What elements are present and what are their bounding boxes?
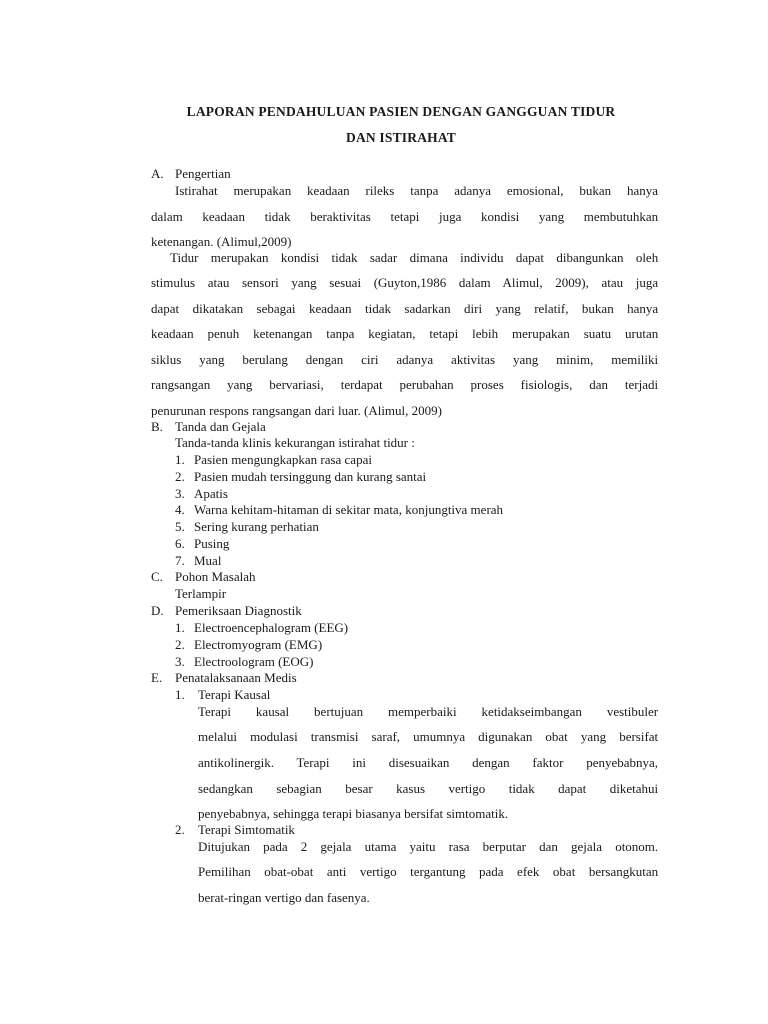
section-b-marker: B. xyxy=(151,419,163,434)
subsection-number: 1. xyxy=(175,687,185,702)
paragraph-line: stimulus atau sensori yang sesuai (Guyton,1986 dalam Alimul, 2009), atau juga xyxy=(151,275,658,290)
section-e-marker: E. xyxy=(151,670,163,685)
subsection-heading: Terapi Kausal xyxy=(198,687,271,702)
list-item-number: 1. xyxy=(175,452,185,467)
list-item: Electroencephalogram (EEG) xyxy=(194,620,349,635)
section-c-marker: C. xyxy=(151,569,163,584)
section-d-heading: Pemeriksaan Diagnostik xyxy=(175,603,302,618)
list-item: Electromyogram (EMG) xyxy=(194,637,323,652)
section-d-marker: D. xyxy=(151,603,164,618)
document-title-line-2: DAN ISTIRAHAT xyxy=(346,130,456,145)
list-item-number: 5. xyxy=(175,519,185,534)
section-b-intro: Tanda-tanda klinis kekurangan istirahat tidur : xyxy=(175,435,415,450)
subsection-heading: Terapi Simtomatik xyxy=(198,822,295,837)
document-title-line-1: LAPORAN PENDAHULUAN PASIEN DENGAN GANGGUAN TIDUR xyxy=(186,104,616,119)
subsection-number: 2. xyxy=(175,822,185,837)
paragraph-line: Istirahat merupakan keadaan rileks tanpa adanya emosional, bukan hanya xyxy=(175,183,658,198)
section-a-heading: Pengertian xyxy=(175,166,231,181)
section-c-text: Terlampir xyxy=(175,586,227,601)
list-item: Electroologram (EOG) xyxy=(194,654,314,669)
list-item-number: 2. xyxy=(175,469,185,484)
paragraph-line: dalam keadaan tidak beraktivitas tetapi juga kondisi yang membutuhkan xyxy=(151,209,658,224)
paragraph-line: penyebabnya, sehingga terapi biasanya bersifat simtomatik. xyxy=(198,806,509,821)
list-item-number: 4. xyxy=(175,502,185,517)
list-item: Sering kurang perhatian xyxy=(194,519,319,534)
paragraph-line: antikolinergik. Terapi ini disesuaikan dengan faktor penyebabnya, xyxy=(198,755,658,770)
paragraph-line: penurunan respons rangsangan dari luar. (Alimul, 2009) xyxy=(151,403,442,418)
paragraph-line: Tidur merupakan kondisi tidak sadar dimana individu dapat dibangunkan oleh xyxy=(170,250,658,265)
paragraph-line: Terapi kausal bertujuan memperbaiki ketidakseimbangan vestibuler xyxy=(198,704,658,719)
paragraph-line: keadaan penuh ketenangan tanpa kegiatan, tetapi lebih merupakan suatu urutan xyxy=(151,326,658,341)
list-item: Apatis xyxy=(194,486,228,501)
list-item: Mual xyxy=(194,553,222,568)
list-item-number: 3. xyxy=(175,486,185,501)
paragraph-line: ketenangan. (Alimul,2009) xyxy=(151,234,292,249)
paragraph-line: sedangkan sebagian besar kasus vertigo tidak dapat diketahui xyxy=(198,781,658,796)
section-c-heading: Pohon Masalah xyxy=(175,569,256,584)
list-item: Pasien mudah tersinggung dan kurang santai xyxy=(194,469,427,484)
section-e-heading: Penatalaksanaan Medis xyxy=(175,670,297,685)
paragraph-line: dapat dikatakan sebagai keadaan tidak sadarkan diri yang relatif, bukan hanya xyxy=(151,301,658,316)
paragraph-line: rangsangan yang bervariasi, terdapat perubahan proses fisiologis, dan terjadi xyxy=(151,377,658,392)
paragraph-line: melalui modulasi transmisi saraf, umumnya digunakan obat yang bersifat xyxy=(198,729,658,744)
paragraph-line: Ditujukan pada 2 gejala utama yaitu rasa berputar dan gejala otonom. xyxy=(198,839,658,854)
list-item: Pasien mengungkapkan rasa capai xyxy=(194,452,372,467)
paragraph-line: siklus yang berulang dengan ciri adanya aktivitas yang minim, memiliki xyxy=(151,352,658,367)
list-item-number: 1. xyxy=(175,620,185,635)
list-item: Pusing xyxy=(194,536,230,551)
list-item-number: 6. xyxy=(175,536,185,551)
list-item: Warna kehitam-hitaman di sekitar mata, konjungtiva merah xyxy=(194,502,504,517)
list-item-number: 2. xyxy=(175,637,185,652)
paragraph-line: Pemilihan obat-obat anti vertigo tergantung pada efek obat bersangkutan xyxy=(198,864,658,879)
list-item-number: 3. xyxy=(175,654,185,669)
section-a-marker: A. xyxy=(151,166,164,181)
section-b-heading: Tanda dan Gejala xyxy=(175,419,266,434)
paragraph-line: berat-ringan vertigo dan fasenya. xyxy=(198,890,370,905)
list-item-number: 7. xyxy=(175,553,185,568)
